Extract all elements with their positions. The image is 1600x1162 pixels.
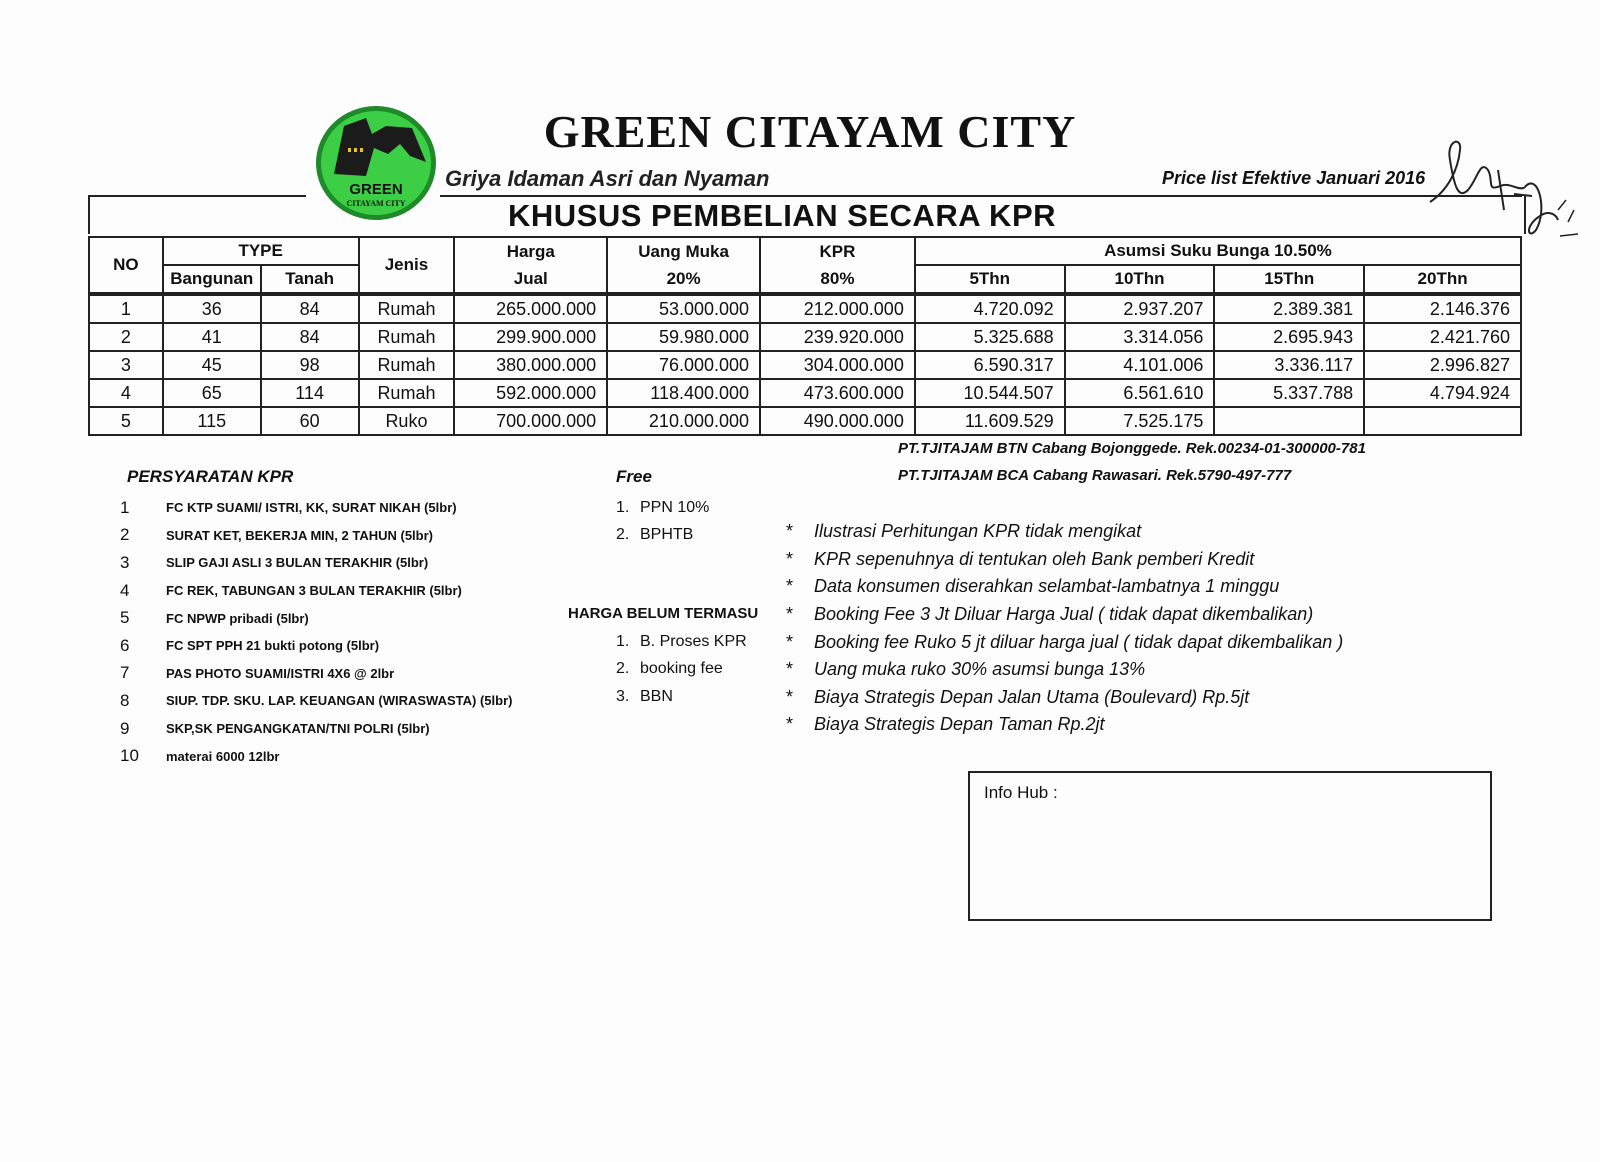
cell-20thn: 2.146.376	[1364, 294, 1521, 323]
cell-harga: 265.000.000	[454, 294, 607, 323]
item-text: SIUP. TDP. SKU. LAP. KEUANGAN (WIRASWASTA) (5lbr)	[166, 693, 513, 709]
note-text: Booking Fee 3 Jt Diluar Harga Jual ( tidak dapat dikembalikan)	[814, 604, 1314, 625]
note-item	[786, 573, 1343, 601]
price-table	[88, 236, 1522, 436]
item-number: 3	[120, 552, 130, 572]
col-tanah: Tanah	[261, 265, 359, 294]
item-text: BBN	[640, 687, 673, 705]
note-text: Booking fee Ruko 5 jt diluar harga jual ( tidak dapat dikembalikan )	[814, 631, 1344, 652]
col-15thn: 15Thn	[1214, 265, 1364, 294]
requirements-title: PERSYARATAN KPR	[127, 467, 294, 486]
cell-15thn: 2.389.381	[1214, 294, 1364, 323]
asterisk-icon: *	[786, 686, 794, 707]
list-item	[120, 549, 560, 577]
note-text: Biaya Strategis Depan Jalan Utama (Boulevard) Rp.5jt	[814, 686, 1250, 707]
list-item	[120, 604, 560, 632]
asterisk-icon: *	[786, 521, 794, 542]
col-bangunan: Bangunan	[163, 265, 261, 294]
page-title: GREEN CITAYAM CITY	[543, 106, 1077, 157]
col-20thn: 20Thn	[1364, 265, 1521, 294]
cell-15thn: 2.695.943	[1214, 323, 1364, 351]
banner-title: KHUSUS PEMBELIAN SECARA KPR	[508, 198, 1057, 233]
item-number: 2	[120, 525, 130, 545]
item-number: 2.	[616, 660, 630, 678]
note-text: Uang muka ruko 30% asumsi bunga 13%	[814, 659, 1146, 680]
cell-kpr: 304.000.000	[760, 351, 915, 379]
item-number: 1.	[616, 498, 630, 516]
col-harga: Harga	[454, 237, 607, 265]
cell-harga: 299.900.000	[454, 323, 607, 351]
list-item	[120, 742, 560, 770]
col-jenis: Jenis	[359, 237, 455, 294]
notes-list	[786, 518, 1343, 739]
requirements-list	[120, 494, 560, 770]
harga-belum-title: HARGA BELUM TERMASU	[568, 605, 759, 622]
cell-jenis: Ruko	[359, 407, 455, 435]
item-text: PPN 10%	[640, 498, 710, 516]
cell-10thn: 6.561.610	[1065, 379, 1215, 407]
price-list-date: Price list Efektive Januari 2016	[1162, 168, 1426, 188]
list-item	[616, 683, 747, 711]
cell-tanah: 84	[261, 323, 359, 351]
note-text: Biaya Strategis Depan Taman Rp.2jt	[814, 714, 1105, 735]
cell-5thn: 5.325.688	[915, 323, 1065, 351]
col-no: NO	[89, 237, 163, 294]
cell-15thn: 5.337.788	[1214, 379, 1364, 407]
list-item	[616, 628, 747, 656]
cell-kpr: 239.920.000	[760, 323, 915, 351]
list-item	[120, 522, 560, 550]
cell-uang-muka: 59.980.000	[607, 323, 760, 351]
col-asumsi: Asumsi Suku Bunga 10.50%	[915, 237, 1521, 265]
cell-uang-muka: 118.400.000	[607, 379, 760, 407]
note-item	[786, 656, 1343, 684]
list-item	[120, 632, 560, 660]
item-text: BPHTB	[640, 526, 694, 544]
note-item	[786, 684, 1343, 712]
info-box	[968, 771, 1492, 921]
cell-10thn: 7.525.175	[1065, 407, 1215, 435]
cell-tanah: 98	[261, 351, 359, 379]
cell-no: 3	[89, 351, 163, 379]
free-list	[616, 494, 709, 549]
cell-10thn: 2.937.207	[1065, 294, 1215, 323]
cell-5thn: 4.720.092	[915, 294, 1065, 323]
item-text: SURAT KET, BEKERJA MIN, 2 TAHUN (5lbr)	[166, 527, 433, 543]
item-text: booking fee	[640, 660, 723, 678]
cell-bangunan: 45	[163, 351, 261, 379]
item-number: 9	[120, 718, 130, 738]
table-row	[89, 294, 1521, 323]
cell-bangunan: 41	[163, 323, 261, 351]
col-type: TYPE	[163, 237, 359, 265]
item-number: 8	[120, 690, 130, 710]
list-item	[616, 494, 709, 522]
asterisk-icon: *	[786, 548, 794, 569]
item-text: B. Proses KPR	[640, 632, 747, 650]
item-number: 5	[120, 608, 130, 628]
asterisk-icon: *	[786, 714, 794, 735]
item-number: 3.	[616, 687, 630, 705]
item-number: 10	[120, 746, 139, 766]
table-row	[89, 351, 1521, 379]
list-item	[616, 656, 747, 684]
cell-15thn	[1214, 407, 1364, 435]
item-text: materai 6000 12lbr	[166, 748, 280, 764]
asterisk-icon: *	[786, 659, 794, 680]
list-item	[120, 494, 560, 522]
cell-no: 2	[89, 323, 163, 351]
list-item	[120, 715, 560, 743]
note-item	[786, 711, 1343, 739]
item-number: 2.	[616, 526, 630, 544]
free-title: Free	[616, 467, 652, 486]
note-item	[786, 546, 1343, 574]
cell-uang-muka: 53.000.000	[607, 294, 760, 323]
cell-20thn: 4.794.924	[1364, 379, 1521, 407]
col-uang-muka-sub: 20%	[607, 265, 760, 294]
item-text: SKP,SK PENGANGKATAN/TNI POLRI (5lbr)	[166, 721, 430, 737]
cell-5thn: 6.590.317	[915, 351, 1065, 379]
cell-bangunan: 115	[163, 407, 261, 435]
cell-bangunan: 36	[163, 294, 261, 323]
cell-harga: 700.000.000	[454, 407, 607, 435]
table-row	[89, 407, 1521, 435]
cell-bangunan: 65	[163, 379, 261, 407]
cell-uang-muka: 76.000.000	[607, 351, 760, 379]
cell-tanah: 60	[261, 407, 359, 435]
col-kpr-sub: 80%	[760, 265, 915, 294]
note-text: KPR sepenuhnya di tentukan oleh Bank pemberi Kredit	[814, 548, 1255, 569]
table-row	[89, 379, 1521, 407]
cell-20thn	[1364, 407, 1521, 435]
note-item	[786, 628, 1343, 656]
item-number: 6	[120, 635, 130, 655]
harga-belum-list	[616, 628, 747, 711]
cell-kpr: 490.000.000	[760, 407, 915, 435]
cell-uang-muka: 210.000.000	[607, 407, 760, 435]
cell-no: 4	[89, 379, 163, 407]
cell-5thn: 10.544.507	[915, 379, 1065, 407]
item-number: 7	[120, 663, 130, 683]
info-label: Info Hub :	[984, 783, 1058, 802]
tagline: Griya Idaman Asri dan Nyaman	[445, 166, 770, 191]
list-item	[120, 577, 560, 605]
item-text: FC NPWP pribadi (5lbr)	[166, 610, 309, 626]
cell-harga: 592.000.000	[454, 379, 607, 407]
cell-10thn: 4.101.006	[1065, 351, 1215, 379]
cell-no: 5	[89, 407, 163, 435]
cell-kpr: 212.000.000	[760, 294, 915, 323]
cell-jenis: Rumah	[359, 294, 455, 323]
cell-5thn: 11.609.529	[915, 407, 1065, 435]
cell-jenis: Rumah	[359, 379, 455, 407]
item-number: 1.	[616, 632, 630, 650]
logo-text-green: GREEN	[349, 181, 403, 198]
item-text: FC KTP SUAMI/ ISTRI, KK, SURAT NIKAH (5lbr)	[166, 500, 457, 516]
item-text: SLIP GAJI ASLI 3 BULAN TERAKHIR (5lbr)	[166, 555, 429, 571]
col-kpr: KPR	[760, 237, 915, 265]
cell-10thn: 3.314.056	[1065, 323, 1215, 351]
list-item	[616, 522, 709, 550]
bank-account-bca: PT.TJITAJAM BCA Cabang Rawasari. Rek.5790-497-777	[898, 467, 1292, 484]
cell-kpr: 473.600.000	[760, 379, 915, 407]
list-item	[120, 687, 560, 715]
table-row	[89, 323, 1521, 351]
list-item	[120, 660, 560, 688]
cell-no: 1	[89, 294, 163, 323]
note-text: Data konsumen diserahkan selambat-lambatnya 1 minggu	[814, 576, 1280, 597]
cell-tanah: 114	[261, 379, 359, 407]
asterisk-icon: *	[786, 604, 794, 625]
col-uang-muka: Uang Muka	[607, 237, 760, 265]
bank-account-btn: PT.TJITAJAM BTN Cabang Bojonggede. Rek.00234-01-300000-781	[898, 440, 1366, 457]
cell-15thn: 3.336.117	[1214, 351, 1364, 379]
note-text: Ilustrasi Perhitungan KPR tidak mengikat	[814, 521, 1142, 542]
note-item	[786, 601, 1343, 629]
asterisk-icon: *	[786, 631, 794, 652]
cell-tanah: 84	[261, 294, 359, 323]
item-number: 4	[120, 580, 130, 600]
note-item	[786, 518, 1343, 546]
logo-text-city: CITAYAM CITY	[346, 199, 406, 208]
cell-harga: 380.000.000	[454, 351, 607, 379]
col-10thn: 10Thn	[1065, 265, 1215, 294]
cell-20thn: 2.421.760	[1364, 323, 1521, 351]
asterisk-icon: *	[786, 576, 794, 597]
item-text: FC REK, TABUNGAN 3 BULAN TERAKHIR (5lbr)	[166, 583, 462, 599]
cell-jenis: Rumah	[359, 323, 455, 351]
item-number: 1	[120, 497, 130, 517]
cell-20thn: 2.996.827	[1364, 351, 1521, 379]
cell-jenis: Rumah	[359, 351, 455, 379]
item-text: FC SPT PPH 21 bukti potong (5lbr)	[166, 638, 380, 654]
col-5thn: 5Thn	[915, 265, 1065, 294]
col-harga-sub: Jual	[454, 265, 607, 294]
item-text: PAS PHOTO SUAMI/ISTRI 4X6 @ 2lbr	[166, 665, 395, 681]
